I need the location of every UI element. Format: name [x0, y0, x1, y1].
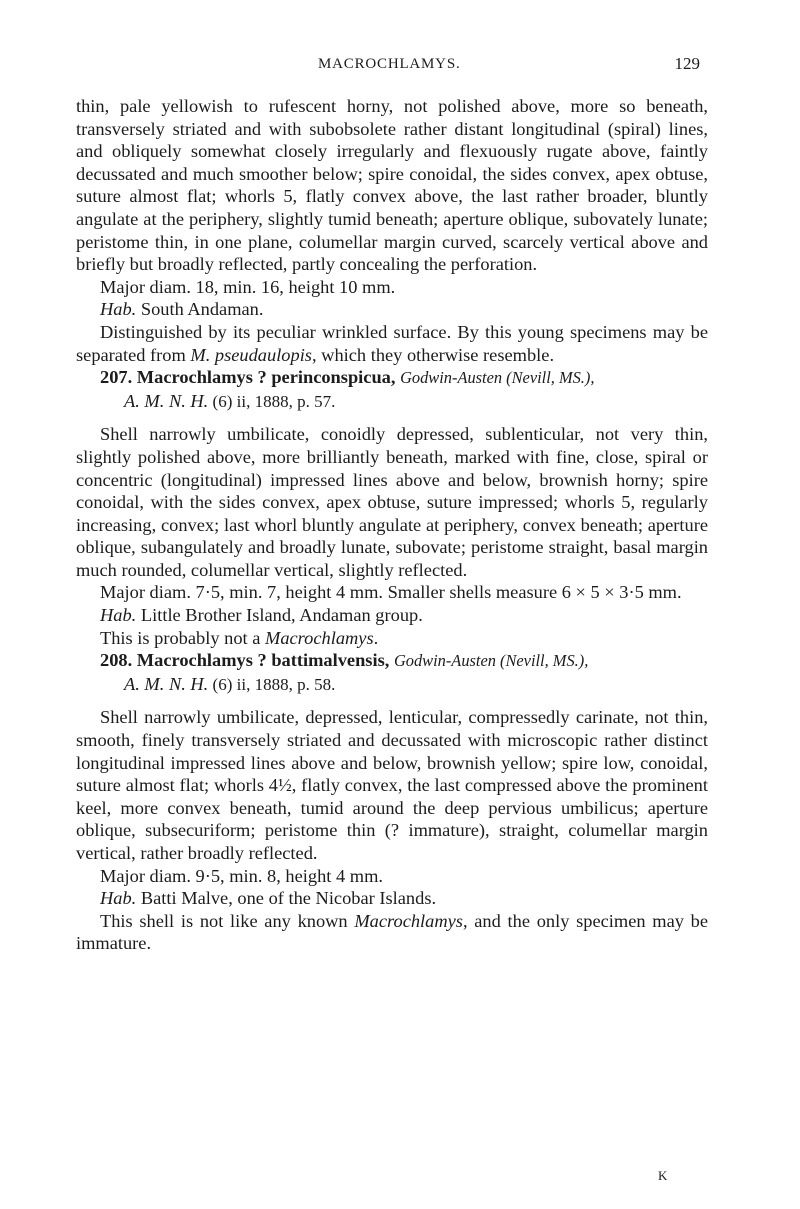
genus-name: Macrochlamys ?	[136, 650, 267, 671]
species-heading-208	[76, 649, 708, 696]
running-title: MACROCHLAMYS.	[318, 56, 461, 72]
habitat-label: Hab.	[100, 299, 137, 320]
genus-name: Macrochlamys ?	[136, 367, 267, 388]
species-heading-207	[76, 366, 708, 413]
continuation-description: thin, pale yellowish to rufescent horny, not polished above, more so beneath, transversely striated and with subobsolete rather distant longitudinal (spiral) lines, and obliquely somewhat closely irregularly and flexuously rugate above, faintly decussated and much smoother below; spire conoidal, the sides convex, apex obtuse, suture almost flat; whorls 5, flatly convex above, the last rather broader, bluntly angulate at the periphery, slightly tumid beneath; aperture oblique, subovately lunate; peristome thin, in one plane, columellar margin curved, scarcely vertical above and briefly but broadly reflected, partly concealing the perforation.	[76, 96, 708, 275]
habitat-label: Hab.	[100, 605, 137, 626]
species-name: battimalvensis,	[271, 650, 390, 671]
species-name-italic: Macrochlamys	[265, 627, 374, 648]
species-number: 207.	[100, 367, 133, 388]
species-measurements: Major diam. 7·5, min. 7, height 4 mm. Smaller shells measure 6 × 5 × 3·5 mm.	[100, 582, 682, 603]
reference-detail: (6) ii, 1888, p. 58.	[208, 674, 336, 694]
species-remarks	[76, 627, 708, 650]
species-habitat	[76, 887, 708, 910]
remarks-text: , and the only specimen may be immature.	[76, 910, 708, 954]
remarks-text: This shell is not like any known	[100, 910, 355, 931]
species-number: 208.	[100, 650, 133, 671]
continuation-habitat	[76, 298, 708, 321]
species-measurements: Major diam. 9·5, min. 8, height 4 mm.	[100, 865, 383, 886]
species-name: perinconspicua,	[271, 367, 396, 388]
signature-mark: K	[658, 1168, 669, 1183]
continuation-remarks	[76, 321, 708, 366]
reference-line	[100, 673, 708, 697]
habitat-text: Little Brother Island, Andaman group.	[136, 605, 423, 626]
remarks-text: Distinguished by its peculiar wrinkled surface. By this young specimens may be separated from	[76, 321, 708, 365]
journal-abbrev: A. M. N. H.	[124, 673, 209, 694]
remarks-text: .	[373, 627, 379, 648]
body-text	[76, 95, 708, 955]
reference-detail: (6) ii, 1888, p. 57.	[208, 391, 336, 411]
species-description: Shell narrowly umbilicate, depressed, lenticular, compressedly carinate, not thin, smooth, finely transversely striated and decussated with microscopic rather distinct longitudinal impressed lines above and below, brownish yellow; spire low, conoidal, suture almost flat; whorls 4½, flatly convex, the last compressed above the prominent keel, more convex beneath, tumid around the deep pervious umbilicus; aperture oblique, subsecuriform; peristome thin (? immature), straight, columellar margin vertical, rather broadly reflected.	[76, 707, 708, 863]
remarks-text: , which they otherwise resemble.	[311, 344, 555, 365]
author-citation: Godwin-Austen (Nevill, MS.),	[400, 368, 595, 388]
species-remarks	[76, 910, 708, 955]
species-name-italic: M. pseudaulopis	[190, 344, 312, 365]
species-description: Shell narrowly umbilicate, conoidly depressed, sublenticular, not very thin, slightly polished above, more brilliantly beneath, marked with fine, close, spiral or concentric (longitudinal) impressed lines above and below, brownish horny; spire conoidal, with the sides convex, apex obtuse, suture impressed; whorls 5, regularly increasing, convex; last whorl bluntly angulate at periphery, convex beneath; aperture oblique, subangulately and broadly lunate, subovate; peristome straight, basal margin much rounded, columellar vertical, slightly reflected.	[76, 424, 708, 580]
author-citation: Godwin-Austen (Nevill, MS.),	[393, 651, 589, 671]
journal-abbrev: A. M. N. H.	[124, 390, 209, 411]
species-habitat	[76, 604, 708, 627]
reference-line	[100, 390, 708, 414]
page-number: 129	[674, 54, 700, 73]
habitat-text: Batti Malve, one of the Nicobar Islands.	[136, 888, 437, 909]
habitat-text: South Andaman.	[136, 299, 264, 320]
continuation-measurements: Major diam. 18, min. 16, height 10 mm.	[100, 276, 396, 297]
species-name-italic: Macrochlamys	[354, 910, 463, 931]
remarks-text: This is probably not a	[100, 627, 265, 648]
habitat-label: Hab.	[100, 888, 137, 909]
